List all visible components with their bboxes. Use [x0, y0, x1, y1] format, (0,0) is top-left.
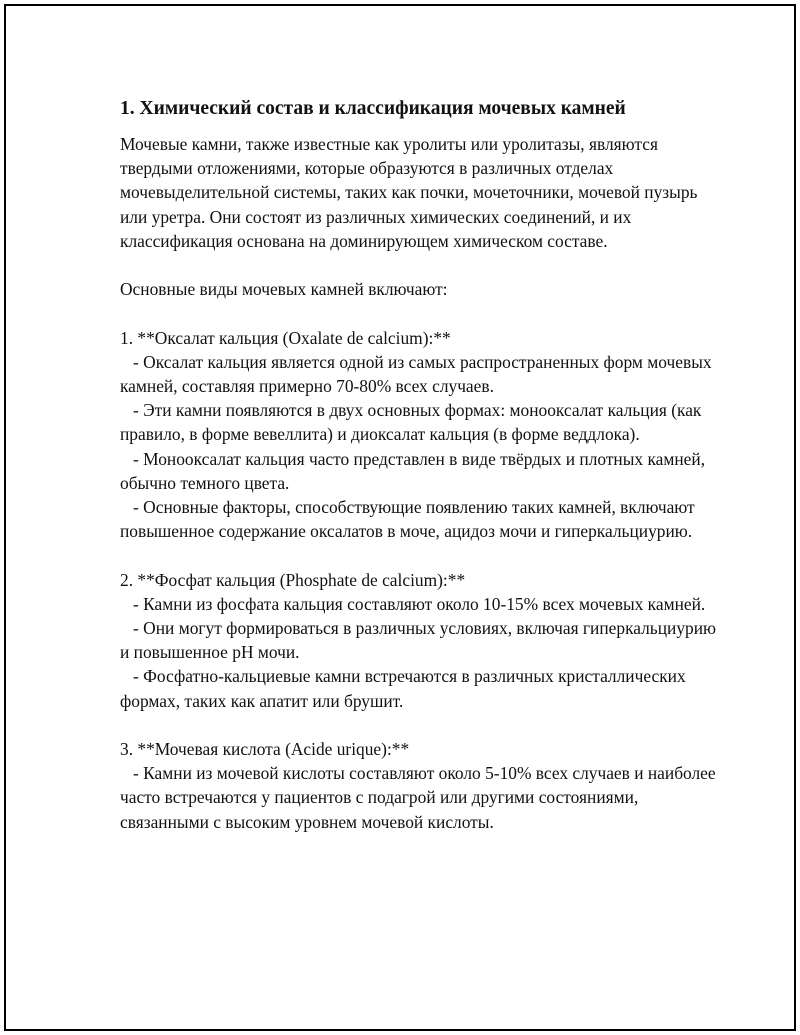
bullet-text: - Камни из мочевой кислоты составляют около 5-10% всех случаев и наиболее часто встречаются у пациентов с подагрой или другими состояниями, связанными с высоким уровнем мочевой кислоты. [120, 763, 720, 832]
bullet-text: - Камни из фосфата кальция составляют около 10-15% всех мочевых камней. [120, 593, 706, 614]
list-intro: Основные виды мочевых камней включают: [120, 279, 448, 300]
bullet-text: - Фосфатно-кальциевые камни встречаются в различных кристаллических формах, таких как апатит или брушит. [120, 666, 691, 711]
list-item [120, 326, 720, 544]
list-item [120, 568, 720, 713]
bullet-text: - Эти камни появляются в двух основных формах: монооксалат кальция (как правило, в форме вевеллита) и диоксалат кальция (в форме веддлока). [120, 400, 706, 445]
bullet-text: - Они могут формироваться в различных условиях, включая гиперкальциурию и повышенное pH мочи. [120, 618, 721, 663]
section-heading: 1. Химический состав и классификация мочевых камней [120, 98, 626, 119]
spacer [120, 301, 720, 325]
bullet-text: - Основные факторы, способствующие появлению таких камней, включают повышенное содержание оксалатов в моче, ацидоз мочи и гиперкальциурию. [120, 497, 700, 542]
bullet-text: - Монооксалат кальция часто представлен в виде твёрдых и плотных камней, обычно темного цвета. [120, 448, 710, 493]
spacer [120, 543, 720, 567]
spacer [120, 253, 720, 277]
page-frame [4, 4, 796, 1031]
item-title: 3. **Мочевая кислота (Acide urique):** [120, 739, 410, 760]
spacer [120, 713, 720, 737]
list-item [120, 737, 720, 834]
intro-paragraph: Мочевые камни, также известные как уролиты или уролитазы, являются твердыми отложениями, которые образуются в различных отделах мочевыделительной системы, таких как почки, мочеточники, мочевой пузырь или уретра. Они состоят из различных химических соединений, и их классификация основана на доминирующем химическом составе. [120, 134, 698, 251]
item-title: 1. **Оксалат кальция (Oxalate de calcium):** [120, 327, 451, 348]
item-title: 2. **Фосфат кальция (Phosphate de calcium):** [120, 569, 466, 590]
bullet-text: - Оксалат кальция является одной из самых распространенных форм мочевых камней, составляя примерно 70-80% всех случаев. [120, 351, 716, 396]
document-body [120, 97, 720, 834]
